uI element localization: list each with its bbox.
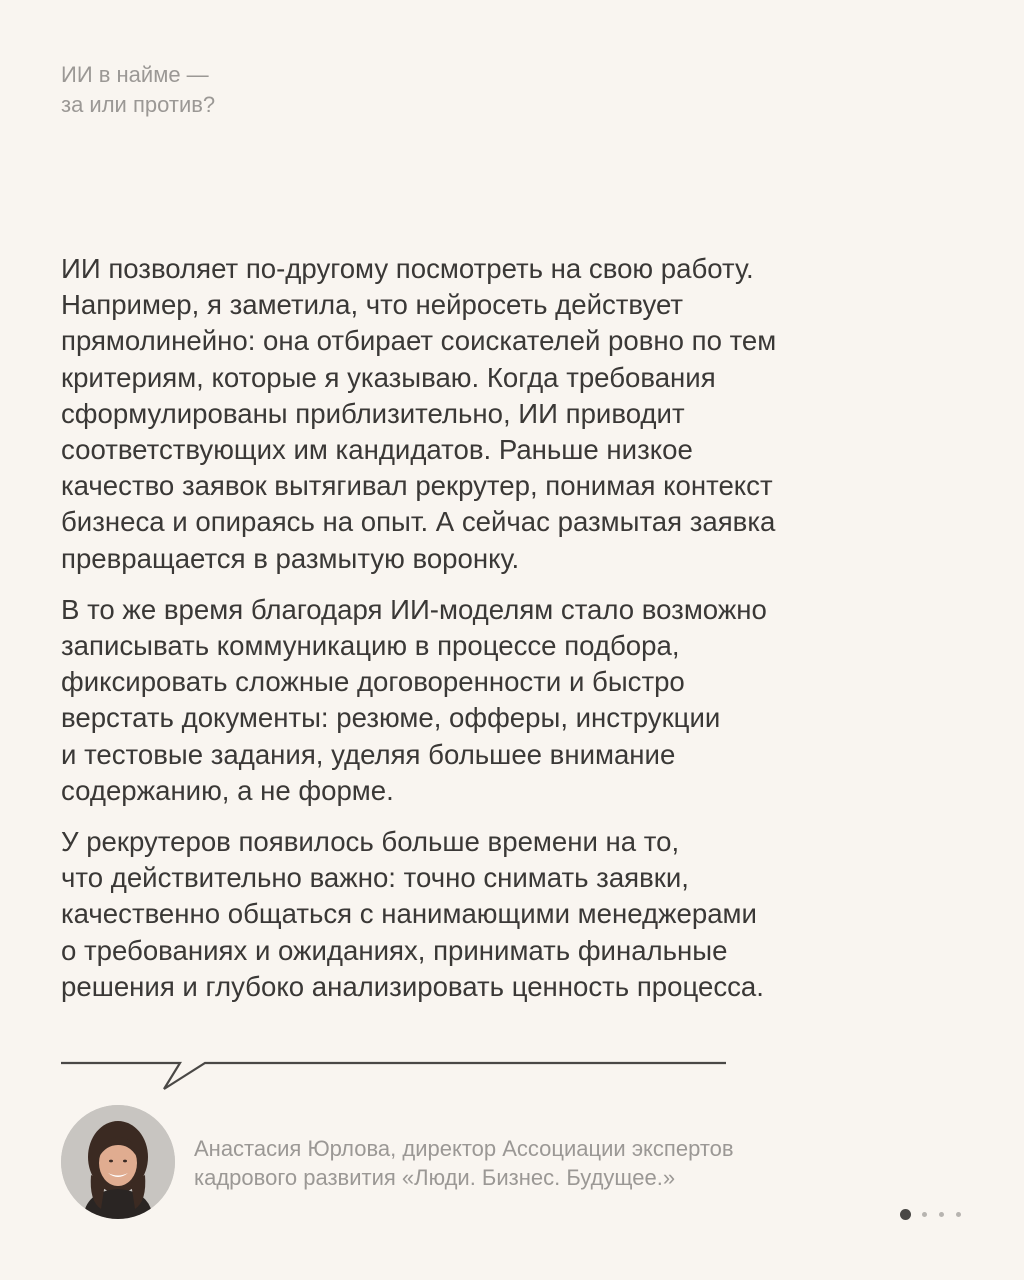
speech-bubble-divider xyxy=(0,1040,1024,1100)
paragraph-line: У рекрутеров появилось больше времени на то, xyxy=(61,826,680,858)
paragraph-line: решения и глубоко анализировать ценность процесса. xyxy=(61,970,764,1002)
article-body xyxy=(61,251,861,1020)
paragraph-2 xyxy=(61,592,861,809)
paragraph-3 xyxy=(61,824,861,1005)
paragraph-line: бизнеса и опираясь на опыт. А сейчас размытая заявка xyxy=(61,506,776,538)
author-caption-line-2: кадрового развития «Люди. Бизнес. Будущее.» xyxy=(194,1165,676,1190)
pagination-dot xyxy=(939,1212,944,1217)
paragraph-line: фиксировать сложные договоренности и быстро xyxy=(61,666,685,698)
author-avatar xyxy=(61,1105,175,1219)
pagination-dots xyxy=(900,1207,973,1221)
paragraph-line: верстать документы: резюме, офферы, инструкции xyxy=(61,702,721,734)
paragraph-line: и тестовые задания, уделяя большее внимание xyxy=(61,738,676,770)
header-title-line-2: за или против? xyxy=(61,92,216,117)
paragraph-1 xyxy=(61,251,861,577)
paragraph-line: превращается в размытую воронку. xyxy=(61,542,520,574)
paragraph-line: Например, я заметила, что нейросеть действует xyxy=(61,289,684,321)
header-title-line-1: ИИ в найме — xyxy=(61,62,209,87)
paragraph-line: критериям, которые я указываю. Когда требования xyxy=(61,361,716,393)
pagination-dot-active xyxy=(900,1209,911,1220)
paragraph-line: качественно общаться с нанимающими менеджерами xyxy=(61,898,757,930)
paragraph-line: о требованиях и ожиданиях, принимать финальные xyxy=(61,934,728,966)
paragraph-line: соответствующих им кандидатов. Раньше низкое xyxy=(61,434,693,466)
paragraph-line: содержанию, а не форме. xyxy=(61,774,394,806)
paragraph-line: записывать коммуникацию в процессе подбора, xyxy=(61,630,680,662)
paragraph-line: прямолинейно: она отбирает соискателей ровно по тем xyxy=(61,325,777,357)
pagination-dot xyxy=(956,1212,961,1217)
pagination-dot xyxy=(922,1212,927,1217)
author-caption-line-1: Анастасия Юрлова, директор Ассоциации экспертов xyxy=(194,1136,734,1161)
paragraph-line: ИИ позволяет по-другому посмотреть на свою работу. xyxy=(61,253,754,284)
header-title xyxy=(61,60,215,120)
paragraph-line: сформулированы приблизительно, ИИ приводит xyxy=(61,397,685,429)
paragraph-line: качество заявок вытягивал рекрутер, понимая контекст xyxy=(61,470,773,502)
author-caption xyxy=(194,1134,734,1192)
paragraph-line: что действительно важно: точно снимать заявки, xyxy=(61,862,689,894)
paragraph-line: В то же время благодаря ИИ-моделям стало возможно xyxy=(61,593,767,625)
